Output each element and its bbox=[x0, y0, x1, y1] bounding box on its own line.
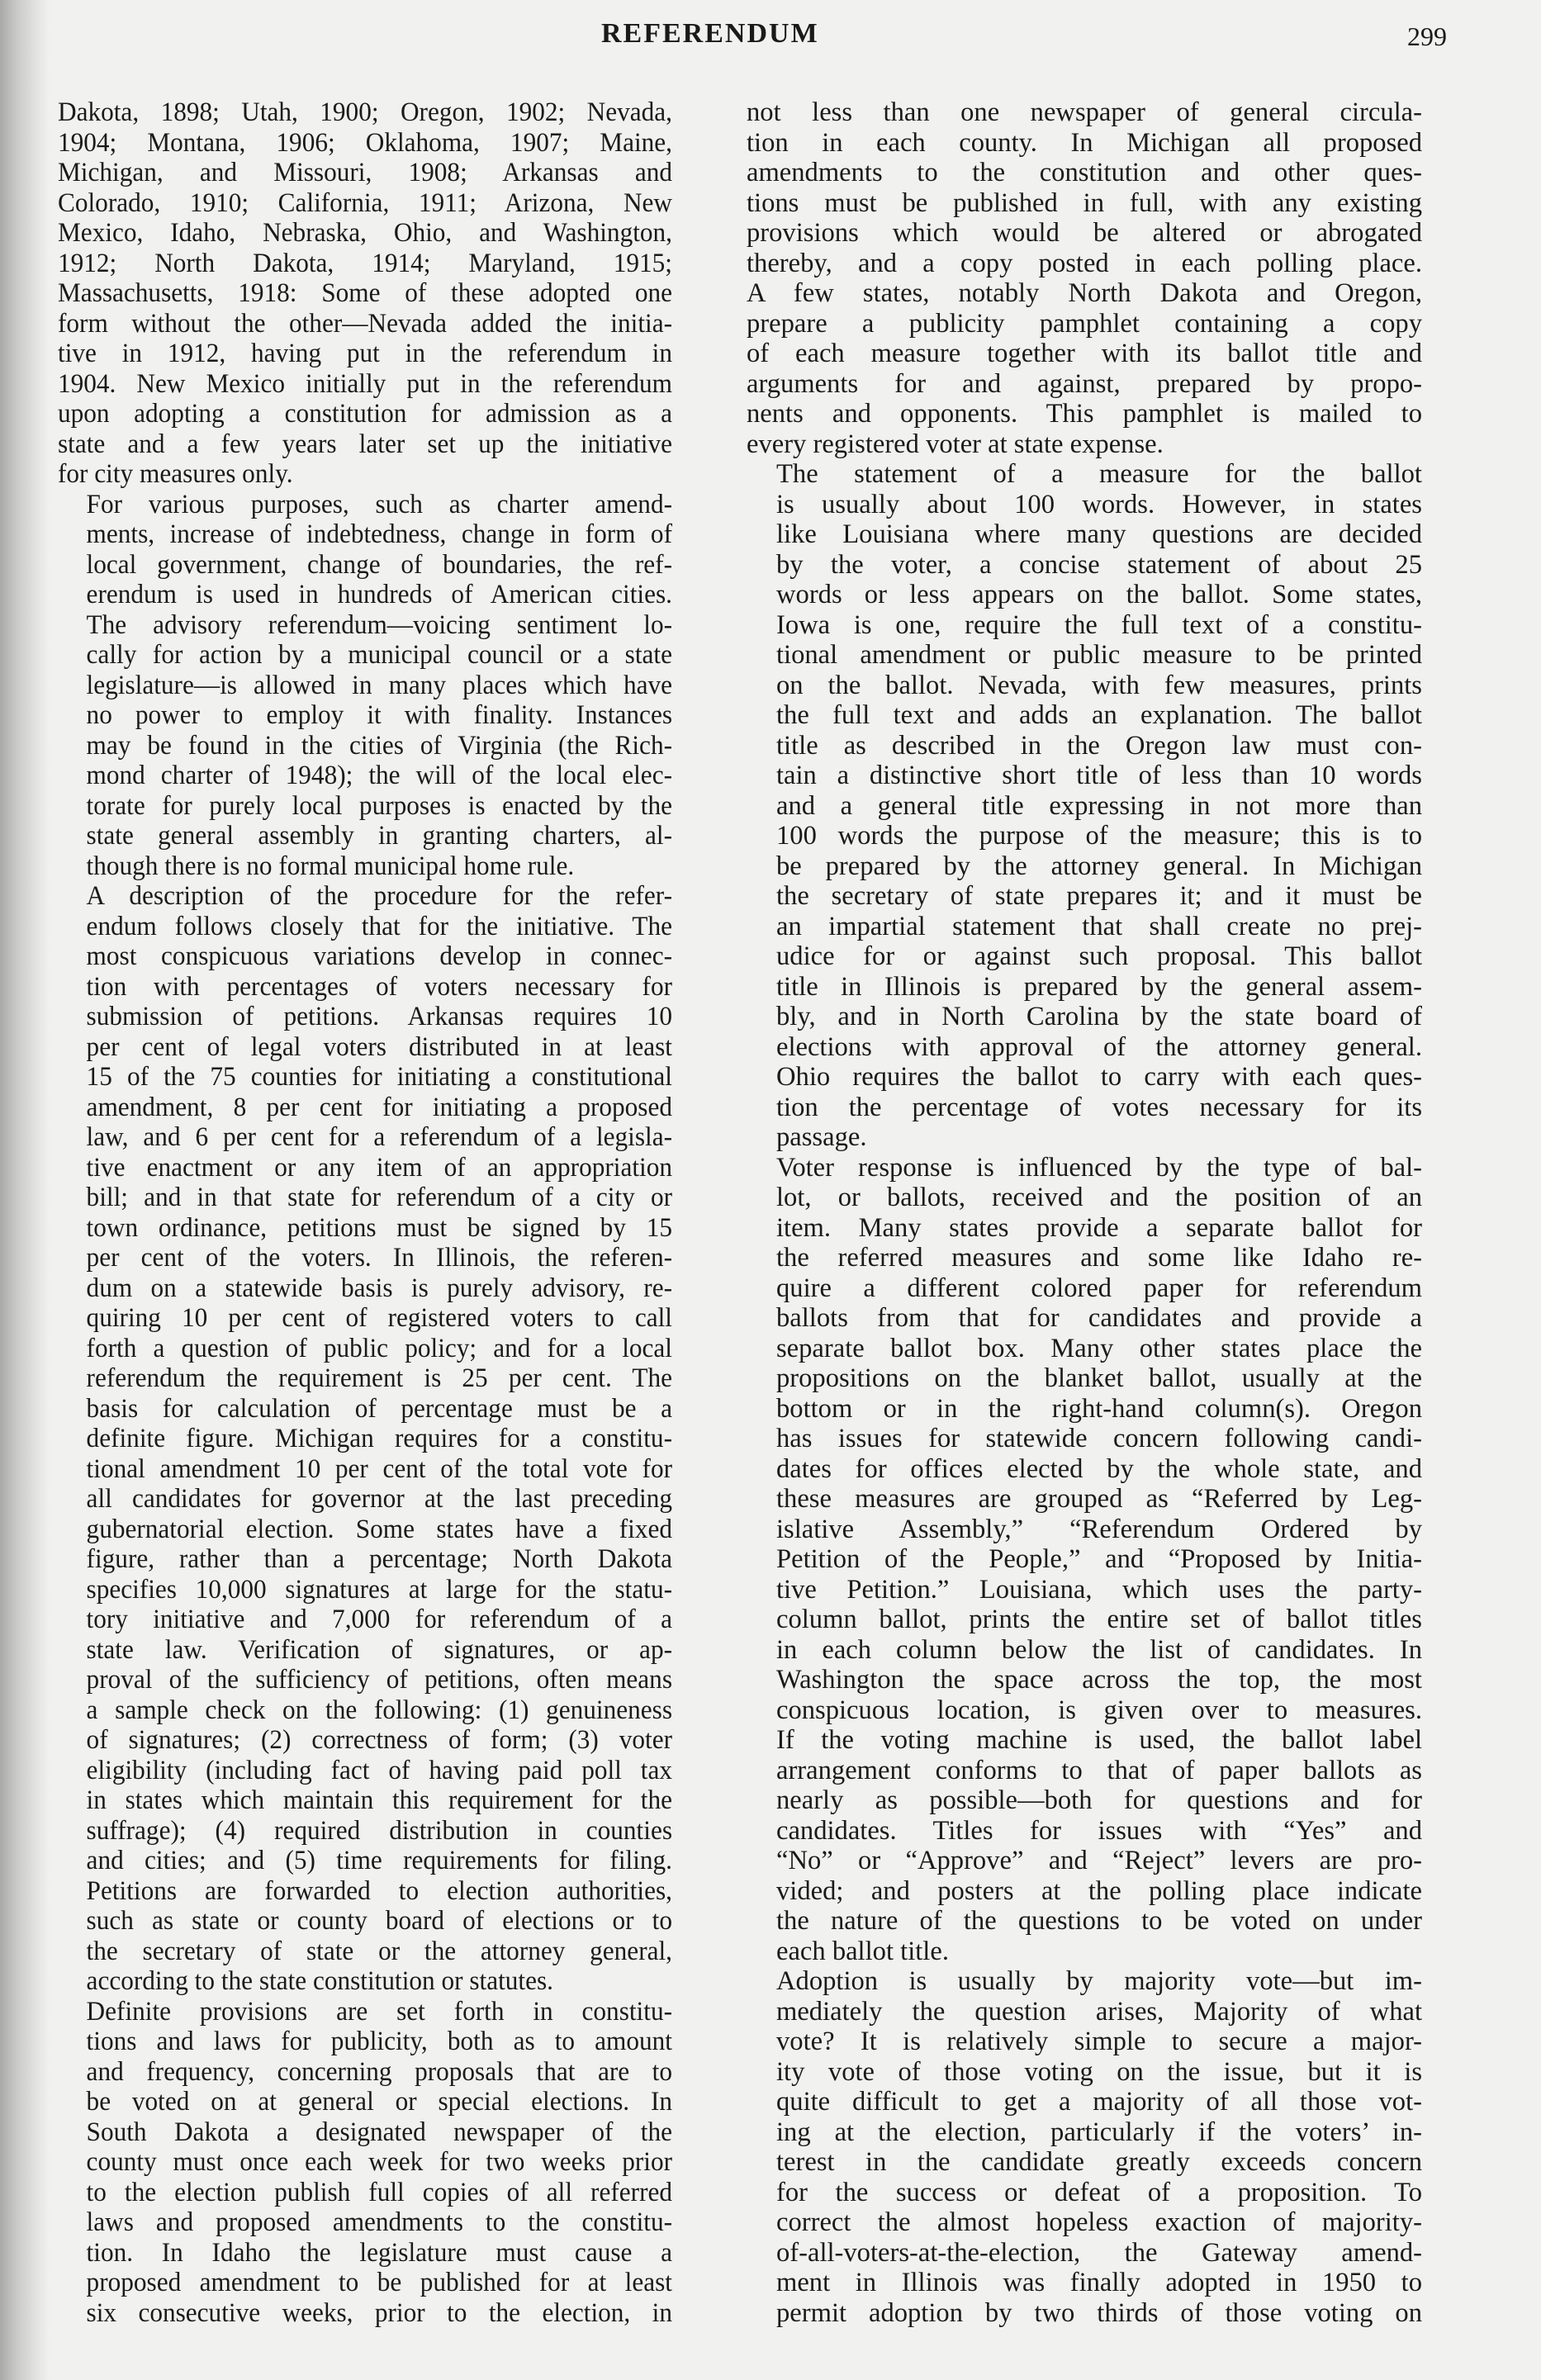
paragraph bbox=[747, 1153, 1422, 1967]
text-line: If the voting machine is used, the ballot label bbox=[776, 1725, 1422, 1755]
text-line: the secretary of state or the attorney general, bbox=[86, 1936, 672, 1966]
text-line: is usually about 100 words. However, in states bbox=[776, 489, 1422, 519]
text-line: ing at the election, particularly if the voters’ in- bbox=[776, 2117, 1422, 2147]
text-line: basis for calculation of percentage must be a bbox=[86, 1393, 672, 1424]
text-line: ment in Illinois was finally adopted in 1950 to bbox=[776, 2268, 1422, 2297]
text-line: on the ballot. Nevada, with few measures, prints bbox=[776, 670, 1422, 700]
text-line: bly, and in North Carolina by the state board of bbox=[776, 1002, 1422, 1031]
text-line: has issues for statewide concern following candi- bbox=[776, 1424, 1422, 1453]
text-line: candidates. Titles for issues with “Yes” and bbox=[776, 1815, 1422, 1846]
text-line: local government, change of boundaries, the ref- bbox=[86, 549, 672, 580]
text-line: tion the percentage of votes necessary for its bbox=[776, 1092, 1422, 1122]
text-line: elections with approval of the attorney general. bbox=[776, 1031, 1422, 1062]
text-line: vided; and posters at the polling place indicate bbox=[776, 1875, 1422, 1906]
text-line: suffrage); (4) required distribution in counties bbox=[86, 1815, 672, 1846]
text-line: and a general title expressing in not more than bbox=[776, 790, 1422, 821]
text-line: Colorado, 1910; California, 1911; Arizona, New bbox=[58, 187, 672, 218]
text-line: the referred measures and some like Idaho re- bbox=[776, 1243, 1422, 1273]
text-line: vote? It is relatively simple to secure a major- bbox=[776, 2027, 1422, 2056]
text-line: laws and proposed amendments to the constitu- bbox=[86, 2207, 672, 2237]
text-line: Washington the space across the top, the most bbox=[776, 1665, 1422, 1695]
text-line: an impartial statement that shall create no prej- bbox=[776, 911, 1422, 941]
text-line: Iowa is one, require the full text of a constitu- bbox=[776, 609, 1422, 640]
text-line: “No” or “Approve” and “Reject” levers are pro- bbox=[776, 1846, 1422, 1875]
text-line: figure, rather than a percentage; North Dakota bbox=[86, 1544, 672, 1574]
text-line: state general assembly in granting charters, al- bbox=[86, 821, 672, 851]
text-line: Voter response is influenced by the type of bal- bbox=[776, 1152, 1422, 1183]
text-line: by the voter, a concise statement of about 25 bbox=[776, 549, 1422, 580]
text-line: in states which maintain this requirement for the bbox=[86, 1785, 672, 1815]
text-line: For various purposes, such as charter amend- bbox=[86, 489, 672, 519]
text-line: thereby, and a copy posted in each polling place. bbox=[747, 248, 1422, 278]
text-line: conspicuous location, is given over to measures. bbox=[776, 1695, 1422, 1725]
text-line: the secretary of state prepares it; and it must be bbox=[776, 881, 1422, 911]
text-line: lot, or ballots, received and the position of an bbox=[776, 1183, 1422, 1212]
text-line: 1912; North Dakota, 1914; Maryland, 1915; bbox=[58, 248, 672, 278]
paragraph bbox=[747, 1966, 1422, 2328]
text-line: nearly as possible—both for questions and for bbox=[776, 1785, 1422, 1815]
text-line: ments, increase of indebtedness, change in form of bbox=[86, 519, 672, 549]
text-line: erendum is used in hundreds of American cities. bbox=[86, 580, 672, 609]
text-line: tion. In Idaho the legislature must cause a bbox=[86, 2237, 672, 2268]
text-line: most conspicuous variations develop in connec- bbox=[86, 941, 672, 971]
text-line: upon adopting a constitution for admission as a bbox=[58, 399, 672, 429]
text-line: of-all-voters-at-the-election, the Gateway amend- bbox=[776, 2237, 1422, 2268]
book-gutter-shadow bbox=[0, 0, 50, 2380]
text-line: 100 words the purpose of the measure; this is to bbox=[776, 821, 1422, 851]
text-line: A description of the procedure for the refer- bbox=[86, 881, 672, 911]
text-line: correct the almost hopeless exaction of majority- bbox=[776, 2207, 1422, 2237]
text-line: eligibility (including fact of having paid poll tax bbox=[86, 1755, 672, 1785]
text-line: 15 of the 75 counties for initiating a constitutional bbox=[86, 1062, 672, 1092]
text-line: 1904; Montana, 1906; Oklahoma, 1907; Maine, bbox=[58, 127, 672, 158]
text-line: islative Assembly,” “Referendum Ordered by bbox=[776, 1514, 1422, 1544]
text-line: referendum the requirement is 25 per cent. The bbox=[86, 1363, 672, 1393]
left-column bbox=[58, 97, 672, 2328]
page-number: 299 bbox=[1407, 21, 1447, 51]
text-line: legislature—is allowed in many places which have bbox=[86, 670, 672, 700]
paragraph bbox=[58, 1997, 672, 2329]
text-line: according to the state constitution or statutes. bbox=[86, 1966, 553, 1996]
text-line: and frequency, concerning proposals that are to bbox=[86, 2056, 672, 2087]
text-line: Michigan, and Missouri, 1908; Arkansas and bbox=[58, 158, 672, 187]
text-line: tain a distinctive short title of less than 10 words bbox=[776, 761, 1422, 790]
text-line: propositions on the blanket ballot, usually at the bbox=[776, 1363, 1422, 1393]
text-line: of signatures; (2) correctness of form; (3) voter bbox=[86, 1725, 672, 1755]
text-line: udice for or against such proposal. This ballot bbox=[776, 941, 1422, 971]
text-line: be prepared by the attorney general. In Michigan bbox=[776, 851, 1422, 881]
text-line: law, and 6 per cent for a referendum of a legisla- bbox=[86, 1122, 672, 1152]
text-line: endum follows closely that for the initiative. The bbox=[86, 911, 672, 941]
text-line: torate for purely local purposes is enacted by the bbox=[86, 790, 672, 821]
text-line: county must once each week for two weeks prior bbox=[86, 2147, 672, 2177]
text-line: title in Illinois is prepared by the general assem- bbox=[776, 971, 1422, 1002]
text-line: quire a different colored paper for referendum bbox=[776, 1273, 1422, 1303]
text-line: arrangement conforms to that of paper ballots as bbox=[776, 1755, 1422, 1785]
text-line: may be found in the cities of Virginia (the Rich- bbox=[86, 730, 672, 761]
text-line: per cent of legal voters distributed in at least bbox=[86, 1031, 672, 1062]
text-line: definite figure. Michigan requires for a constitu- bbox=[86, 1424, 672, 1453]
text-line: though there is no formal municipal home rule. bbox=[86, 851, 575, 881]
text-line: Petitions are forwarded to election authorities, bbox=[86, 1875, 672, 1906]
text-line: The advisory referendum—voicing sentiment lo- bbox=[86, 609, 672, 640]
text-line: tory initiative and 7,000 for referendum of a bbox=[86, 1605, 672, 1634]
text-line: forth a question of public policy; and for a local bbox=[86, 1333, 672, 1363]
text-line: 1904. New Mexico initially put in the referendum bbox=[58, 368, 672, 399]
text-line: passage. bbox=[776, 1122, 867, 1152]
text-line: every registered voter at state expense. bbox=[747, 429, 1164, 459]
text-line: terest in the candidate greatly exceeds concern bbox=[776, 2147, 1422, 2177]
text-line: gubernatorial election. Some states have a fixed bbox=[86, 1514, 672, 1544]
text-line: amendment, 8 per cent for initiating a proposed bbox=[86, 1092, 672, 1122]
text-line: each ballot title. bbox=[776, 1936, 949, 1966]
text-line: all candidates for governor at the last preceding bbox=[86, 1484, 672, 1514]
text-line: Definite provisions are set forth in constitu- bbox=[86, 1996, 672, 2027]
text-line: tion in each county. In Michigan all proposed bbox=[747, 127, 1422, 158]
text-line: dum on a statewide basis is purely advisory, re- bbox=[86, 1273, 672, 1303]
text-line: permit adoption by two thirds of those voting on bbox=[776, 2297, 1422, 2328]
paragraph bbox=[58, 97, 672, 490]
text-line: submission of petitions. Arkansas requires 10 bbox=[86, 1002, 672, 1031]
text-line: the nature of the questions to be voted on under bbox=[776, 1906, 1422, 1936]
text-line: specifies 10,000 signatures at large for the statu- bbox=[86, 1574, 672, 1605]
text-line: amendments to the constitution and other ques- bbox=[747, 158, 1422, 187]
text-line: bill; and in that state for referendum of a city or bbox=[86, 1183, 672, 1212]
text-line: provisions which would be altered or abrogated bbox=[747, 218, 1422, 248]
text-line: Dakota, 1898; Utah, 1900; Oregon, 1902; Nevada, bbox=[58, 97, 672, 127]
text-line: like Louisiana where many questions are decided bbox=[776, 519, 1422, 549]
text-line: title as described in the Oregon law must con- bbox=[776, 730, 1422, 761]
text-line: ity vote of those voting on the issue, but it is bbox=[776, 2056, 1422, 2087]
running-title: REFERENDUM bbox=[601, 18, 819, 49]
text-line: quiring 10 per cent of registered voters to call bbox=[86, 1303, 672, 1333]
text-line: arguments for and against, prepared by propo- bbox=[747, 368, 1422, 399]
text-line: tions and laws for publicity, both as to amount bbox=[86, 2027, 672, 2056]
text-line: Ohio requires the ballot to carry with each ques- bbox=[776, 1062, 1422, 1092]
text-line: ballots from that for candidates and provide a bbox=[776, 1303, 1422, 1333]
text-line: dates for offices elected by the whole state, and bbox=[776, 1453, 1422, 1484]
text-line: tions must be published in full, with any existing bbox=[747, 187, 1422, 218]
text-line: town ordinance, petitions must be signed by 15 bbox=[86, 1212, 672, 1243]
text-line: to the election publish full copies of all referred bbox=[86, 2177, 672, 2207]
text-line: item. Many states provide a separate ballot for bbox=[776, 1212, 1422, 1243]
text-line: a sample check on the following: (1) genuineness bbox=[86, 1695, 672, 1725]
text-line: tive Petition.” Louisiana, which uses the party- bbox=[776, 1574, 1422, 1605]
text-line: of each measure together with its ballot title and bbox=[747, 339, 1422, 368]
text-line: prepare a publicity pamphlet containing a copy bbox=[747, 308, 1422, 339]
text-line: proval of the sufficiency of petitions, often means bbox=[86, 1665, 672, 1695]
text-line: Petition of the People,” and “Proposed by Initia- bbox=[776, 1544, 1422, 1574]
paragraph bbox=[58, 881, 672, 1997]
text-line: separate ballot box. Many other states place the bbox=[776, 1333, 1422, 1363]
text-line: no power to employ it with finality. Instances bbox=[86, 700, 672, 730]
running-head bbox=[0, 18, 1541, 59]
text-line: such as state or county board of elections or to bbox=[86, 1906, 672, 1936]
text-line: A few states, notably North Dakota and Oregon, bbox=[747, 278, 1422, 308]
text-line: tive in 1912, having put in the referendum in bbox=[58, 339, 672, 368]
text-line: tion with percentages of voters necessary for bbox=[86, 971, 672, 1002]
text-line: quite difficult to get a majority of all those vot- bbox=[776, 2087, 1422, 2117]
text-line: Adoption is usually by majority vote—but im- bbox=[776, 1966, 1422, 1996]
text-line: state law. Verification of signatures, or ap- bbox=[86, 1634, 672, 1665]
text-line: column ballot, prints the entire set of ballot titles bbox=[776, 1605, 1422, 1634]
text-line: be voted on at general or special elections. In bbox=[86, 2087, 672, 2117]
text-line: Mexico, Idaho, Nebraska, Ohio, and Washington, bbox=[58, 218, 672, 248]
text-line: these measures are grouped as “Referred by Leg- bbox=[776, 1484, 1422, 1514]
text-line: not less than one newspaper of general circula- bbox=[747, 97, 1422, 127]
text-line: nents and opponents. This pamphlet is mailed to bbox=[747, 399, 1422, 429]
text-line: tional amendment or public measure to be printed bbox=[776, 640, 1422, 670]
text-line: in each column below the list of candidates. In bbox=[776, 1634, 1422, 1665]
text-line: six consecutive weeks, prior to the election, in bbox=[86, 2297, 672, 2328]
text-line: The statement of a measure for the ballot bbox=[776, 459, 1422, 489]
paragraph bbox=[747, 459, 1422, 1153]
text-line: cally for action by a municipal council or a state bbox=[86, 640, 672, 670]
text-line: tional amendment 10 per cent of the total vote for bbox=[86, 1453, 672, 1484]
text-line: for the success or defeat of a proposition. To bbox=[776, 2177, 1422, 2207]
text-line: South Dakota a designated newspaper of the bbox=[86, 2117, 672, 2147]
paragraph bbox=[58, 490, 672, 882]
text-line: words or less appears on the ballot. Some states, bbox=[776, 580, 1422, 609]
text-line: mond charter of 1948); the will of the local elec- bbox=[86, 761, 672, 790]
paragraph bbox=[747, 97, 1422, 459]
text-line: bottom or in the right-hand column(s). Oregon bbox=[776, 1393, 1422, 1424]
text-line: mediately the question arises, Majority of what bbox=[776, 1996, 1422, 2027]
text-line: the full text and adds an explanation. The ballot bbox=[776, 700, 1422, 730]
text-line: proposed amendment to be published for at least bbox=[86, 2268, 672, 2297]
text-line: per cent of the voters. In Illinois, the referen- bbox=[86, 1243, 672, 1273]
text-line: tive enactment or any item of an appropriation bbox=[86, 1152, 672, 1183]
right-column bbox=[747, 97, 1422, 2328]
text-line: and cities; and (5) time requirements for filing. bbox=[86, 1846, 672, 1875]
text-line: form without the other—Nevada added the initia- bbox=[58, 308, 672, 339]
text-line: Massachusetts, 1918: Some of these adopted one bbox=[58, 278, 672, 308]
text-line: for city measures only. bbox=[58, 459, 293, 489]
text-line: state and a few years later set up the initiative bbox=[58, 429, 672, 459]
